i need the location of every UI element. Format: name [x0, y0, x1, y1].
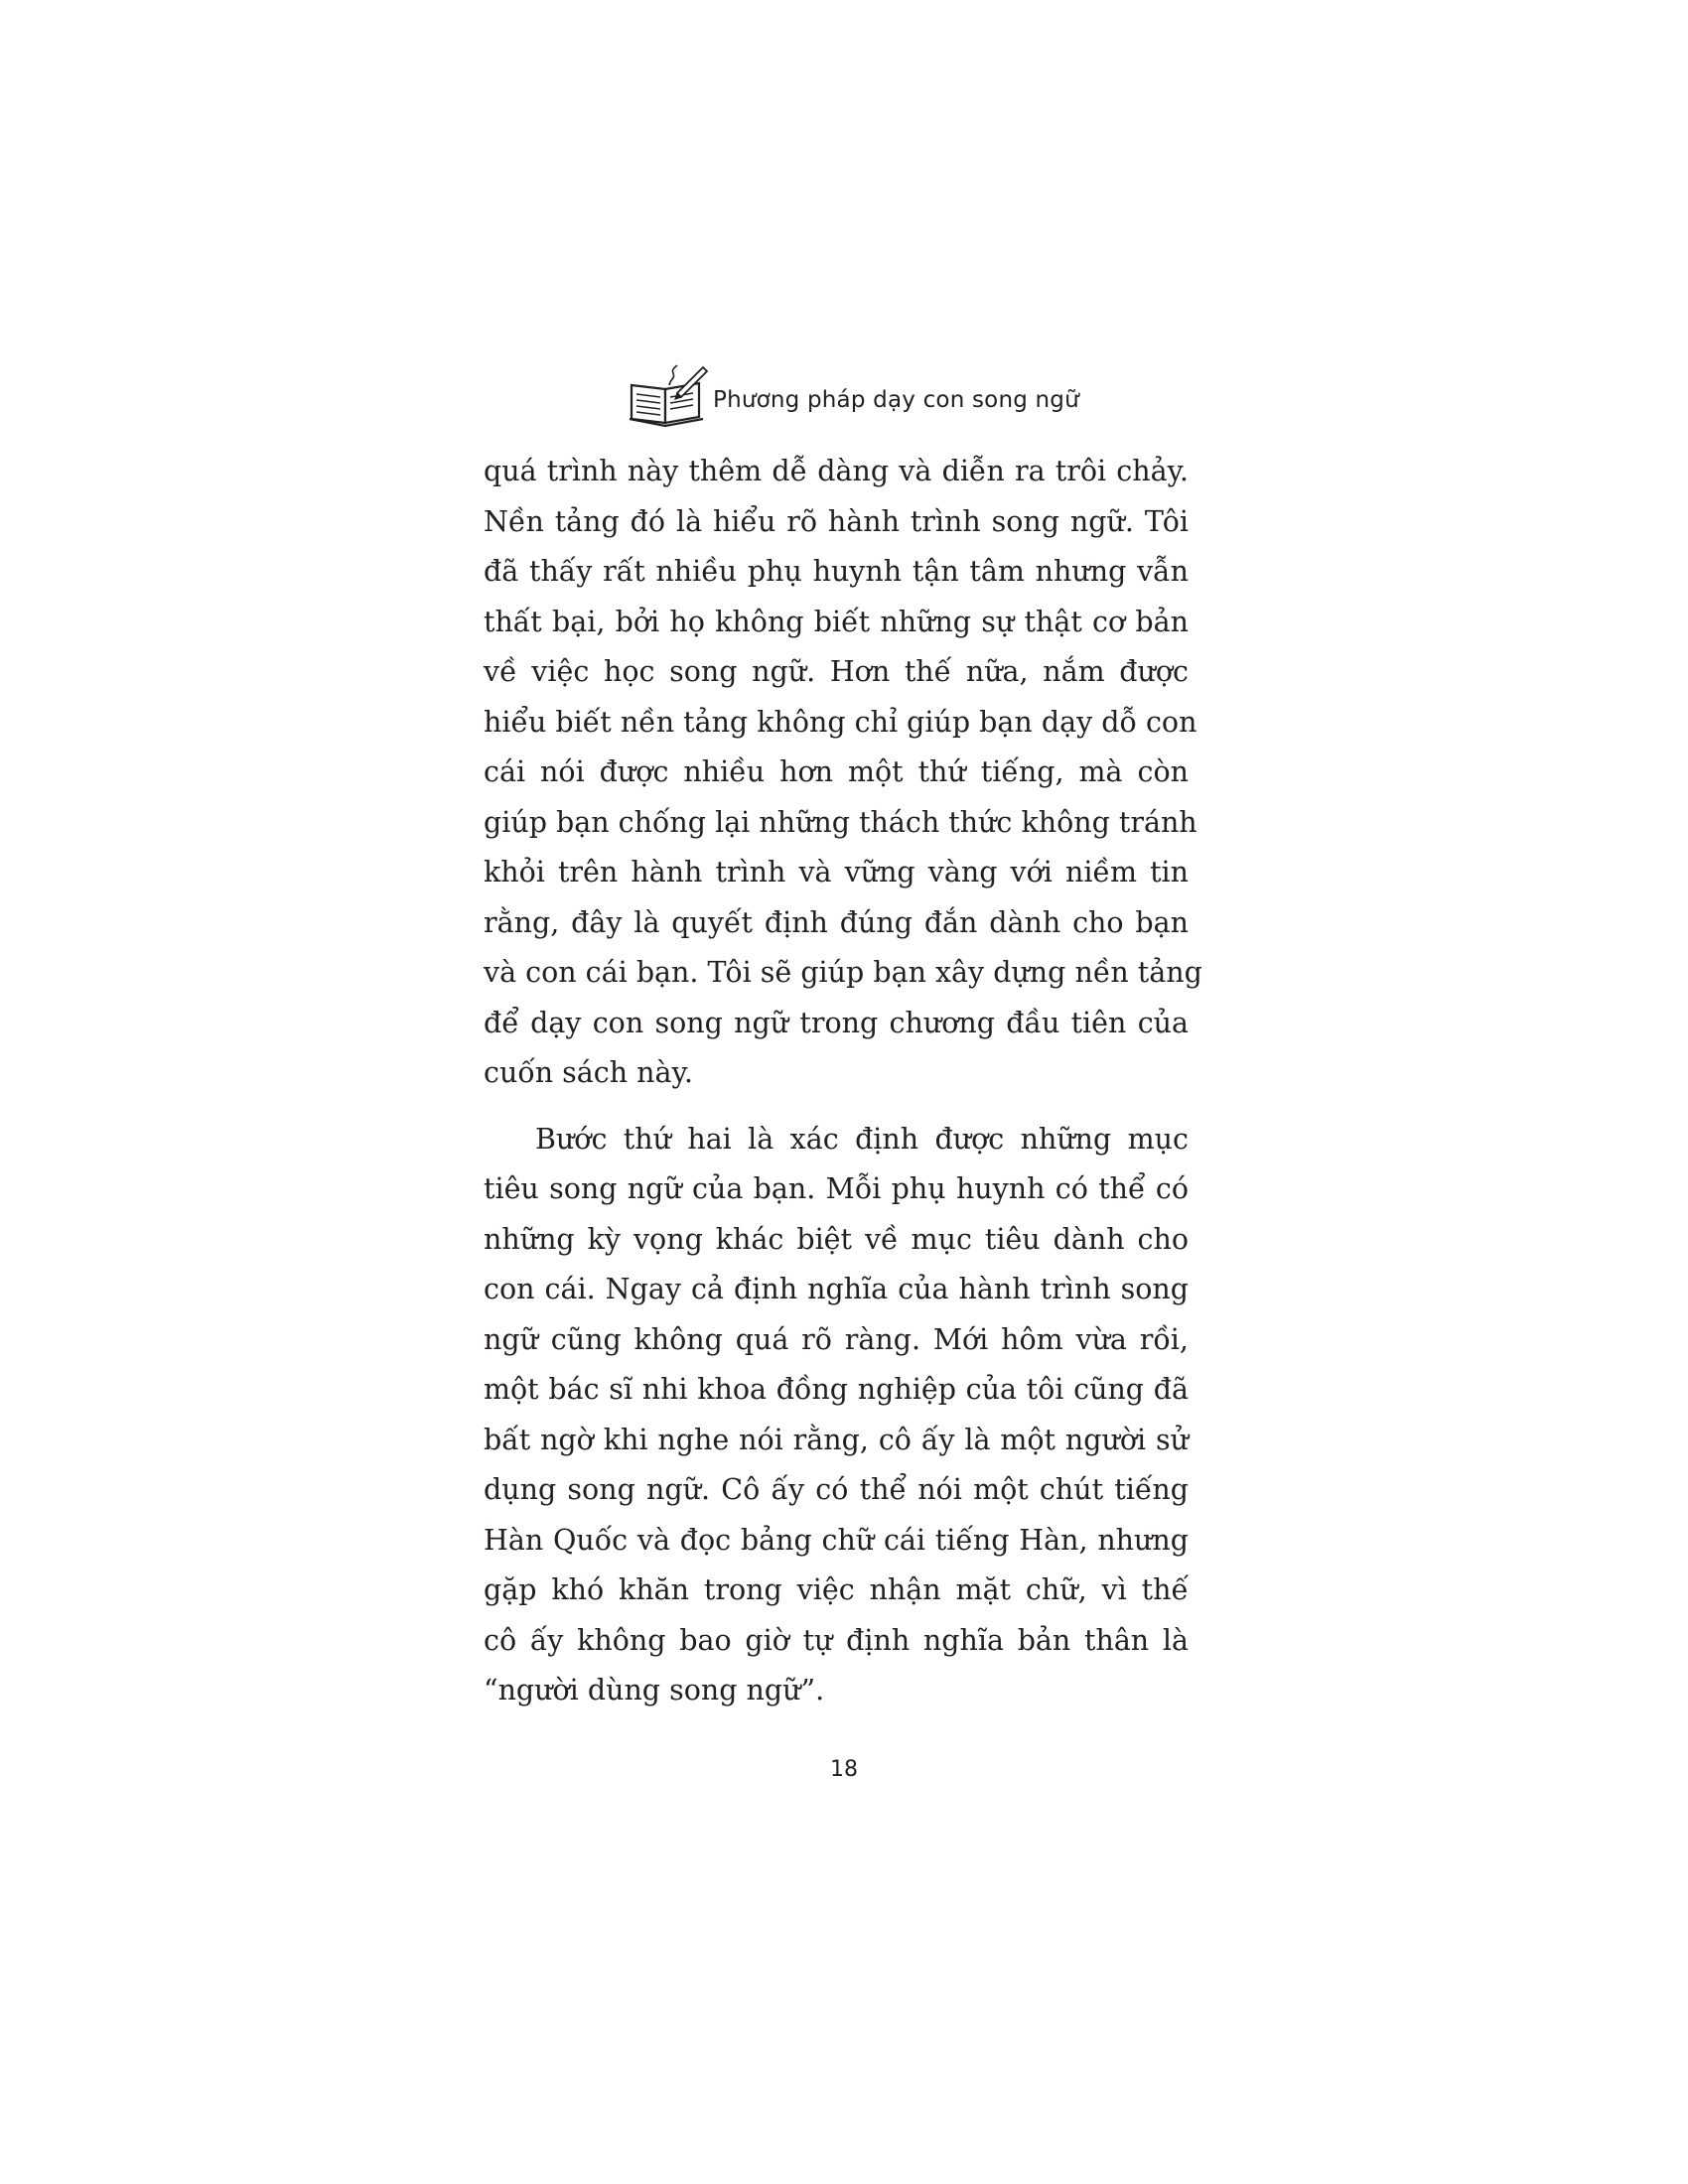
paragraph-2 — [484, 1115, 1189, 1716]
text-line: những kỳ vọng khác biệt về mục tiêu dành cho — [484, 1222, 1189, 1256]
text-line: cô ấy không bao giờ tự định nghĩa bản thân là — [484, 1623, 1189, 1657]
text-line: gặp khó khăn trong việc nhận mặt chữ, vì thế — [484, 1573, 1189, 1606]
text-line: Nền tảng đó là hiểu rõ hành trình song ngữ. Tôi — [484, 504, 1189, 538]
open-book-with-pen-icon — [626, 363, 709, 429]
text-line: Bước thứ hai là xác định được những mục — [535, 1122, 1189, 1156]
text-line: cuốn sách này. — [484, 1056, 693, 1089]
text-line: một bác sĩ nhi khoa đồng nghiệp của tôi cũng đã — [484, 1373, 1189, 1406]
text-line: “người dùng song ngữ”. — [484, 1674, 825, 1706]
text-line: tiêu song ngữ của bạn. Mỗi phụ huynh có thể có — [484, 1172, 1189, 1205]
text-line: thất bại, bởi họ không biết những sự thật cơ bản — [484, 605, 1189, 638]
running-header-title: Phương pháp dạy con song ngữ — [713, 387, 1079, 413]
text-line: Hàn Quốc và đọc bảng chữ cái tiếng Hàn, nhưng — [484, 1523, 1189, 1557]
text-line: về việc học song ngữ. Hơn thế nữa, nắm được — [484, 655, 1189, 688]
text-line: và con cái bạn. Tôi sẽ giúp bạn xây dựng nền tảng — [484, 956, 1202, 989]
text-line: khỏi trên hành trình và vững vàng với niềm tin — [484, 856, 1189, 888]
paragraph-1 — [484, 447, 1202, 1099]
text-line: hiểu biết nền tảng không chỉ giúp bạn dạy dỗ con — [484, 705, 1197, 739]
text-line: giúp bạn chống lại những thách thức không tránh — [484, 805, 1197, 839]
text-line: để dạy con song ngữ trong chương đầu tiên của — [484, 1006, 1189, 1039]
text-line: con cái. Ngay cả định nghĩa của hành trình song — [484, 1273, 1189, 1305]
body-text — [484, 447, 1202, 1716]
running-header — [618, 359, 1094, 431]
page-number: 18 — [830, 1757, 858, 1782]
text-line: rằng, đây là quyết định đúng đắn dành cho bạn — [484, 905, 1189, 939]
text-line: quá trình này thêm dễ dàng và diễn ra trôi chảy. — [484, 455, 1189, 487]
text-line: ngữ cũng không quá rõ ràng. Mới hôm vừa rồi, — [484, 1322, 1189, 1356]
text-line: đã thấy rất nhiều phụ huynh tận tâm nhưng vẫn — [484, 555, 1189, 588]
text-line: bất ngờ khi nghe nói rằng, cô ấy là một người sử — [484, 1423, 1189, 1456]
text-line: dụng song ngữ. Cô ấy có thể nói một chút tiếng — [484, 1473, 1189, 1506]
text-line: cái nói được nhiều hơn một thứ tiếng, mà còn — [484, 755, 1189, 788]
